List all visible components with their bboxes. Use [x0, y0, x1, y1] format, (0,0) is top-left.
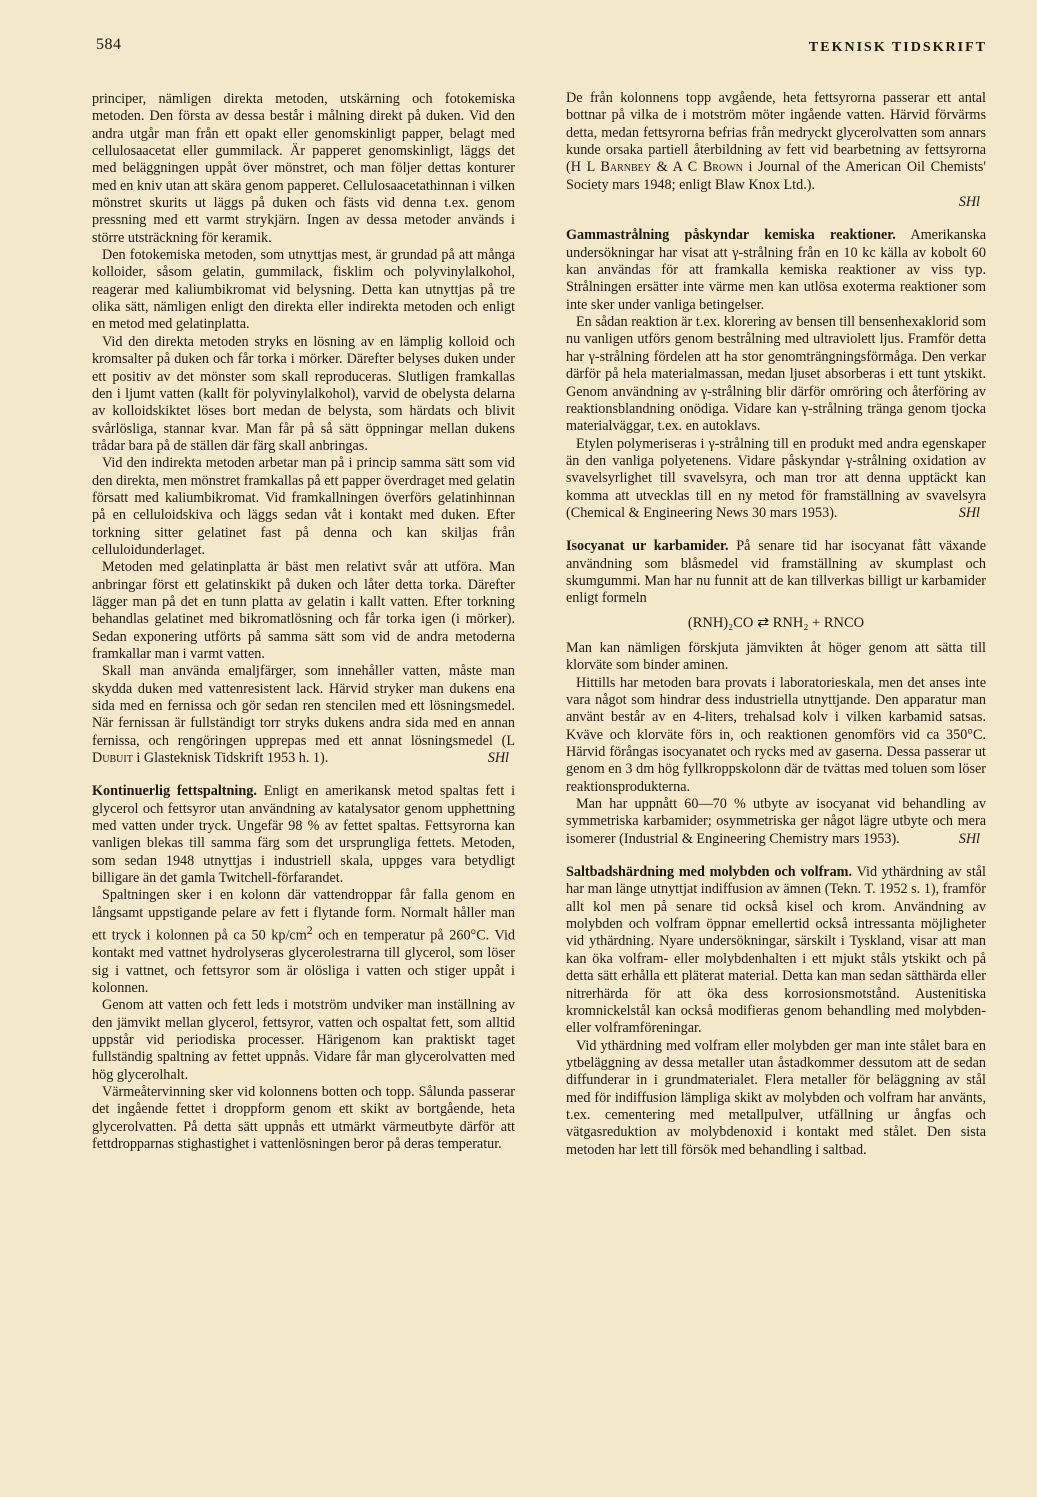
article-kontinuerlig-fettspaltning: Kontinuerlig fettspaltning. Enligt en amerikansk metod spaltas fett i glycerol och fettsyror utan användning av katalysator genom upphettning med vatten under tryck. Ungefär 98 % av fettet spaltas. Fettsyrorna kan vanligen blekas till samma färg som det ursprungliga fettets. Metoden, som sedan 1948 utnyttjas i industriell skala, uppges vara betydligt billigare än det gamla Twitchell-förfarandet. — [92, 783, 516, 887]
paragraph: Spaltningen sker i en kolonn där vattendroppar får falla genom en långsamt uppstigande pelare av fett i flytande form. Normalt håller man ett tryck i kolonnen på ca 50 $kp/cm^2$ och en temperatur på 260°C. Vid kontakt med vattnet hydrolyseras glycerolestrarna till glycerol, som löser sig i vattnet, och fettsyror som är olösliga i vatten och stiger uppåt i kolonnen. — [92, 887, 515, 996]
paragraph: Vid den direkta metoden stryks en lösning av en lämplig kolloid och kromsalter på duken och får torka i mörker. Därefter belyses duken under ett positiv av det mönster som skall reproduceras. Slutligen framkallas den i ljumt vatten (kallt för polyvinylalkohol), varvid de obelysta delarna av kolloidskiktet löses bort medan de belysta, som härdats och blivit svårlösliga, stannar kvar. Man får på så sätt öppningar mellan dukens trådar bara på de ställen där färg skall anbringas. — [92, 333, 515, 454]
article-heading: Gammastrålning påskyndar kemiska reaktioner. — [566, 227, 896, 244]
article-saltbadshardning: Saltbadshärdning med molybden och volfram. Vid ythärdning av stål har man länge utnyttjat indiffusion av ämnen (Tekn. T. 1952 s. 1), framför allt kol men på senare tid också kisel och krom. Användning av molybden och volfram öppnar emellertid också intressanta möjligheter vid ythärdning. Nyare undersökningar, särskilt i Tyskland, visar att man kan öka volfram- eller molybdenhalten i ett mjukt ståls ytskikt och på detta sätt erhålla ett pläterat material. Detta kan man sedan sätthärda eller nitrerhärda för att öka dess korrosionsmotstånd. Austenitiska kromnickelstål kan också modifieras genom behandling med molybden- eller volframföreningar. — [566, 864, 986, 1037]
paragraph: Genom att vatten och fett leds i motström undviker man inställning av den jämvikt mellan glycerol, fettsyror, vatten och ospaltat fett, som alltid uppstår vid periodiska processer. Härigenom kan praktiskt taget fullständig spaltning av fettet uppnås. Vidare får man glycerolvatten med hög glycerolhalt. — [92, 997, 515, 1083]
signature: SHl — [958, 194, 980, 211]
paragraph: Metoden med gelatinplatta är bäst men relativt svår att utföra. Man anbringar först ett gelatinskikt på duken och låter detta torka. Därefter lägger man på det en tunn platta av gelatin i kallt vatten. Efter torkning behandlas gelatinet med bikromatlösning och får torka igen (i mörker). Sedan exponering utförts på samma sätt som vid de andra metoderna framkallar man i varmt vatten. — [92, 559, 515, 662]
article-heading: Saltbadshärdning med molybden och volfram. — [566, 864, 853, 881]
article-heading: Isocyanat ur karbamider. — [566, 538, 729, 555]
paragraph: principer, nämligen direkta metoden, utskärning och fotokemiska metoden. Den första av dessa består i målning direkt på duken. Vid den andra utgår man från ett opakt eller genomskinligt papper, belagt med cellulosaacetat eller gummilack. Är papperet genomskinligt, läggs det med beläggningen uppåt över mönstret, och man följer dettas konturer med en kniv utan att skära genom papperet. Cellulosaacetathinnan i vilken mönstret skurits ut läggs på duken och fästs vid denna t.ex. genom pressning med ett varmt strykjärn. Ingen av dessa metoder används i större utsträckning för keramik. — [92, 91, 515, 246]
paragraph: En sådan reaktion är t.ex. klorering av bensen till bensenhexaklorid som nu vanligen utförs genom bestrålning med ultraviolett ljus. Framför detta har γ-strålning fördelen att ha stor genomträngningsförmåga. Den verkar därför på hela materialmassan, medan ljuset absorberas i ett tunt ytskikt. Genom användning av γ-strålning blir därför omröring och återföring av reaktionsblandning onödiga. Vidare kan γ-strålning tränga genom tjocka materialväggar, t.ex. en autoklavs. — [566, 314, 986, 435]
chemical-formula: (RNH)₂CO ⇄ RNH₂ + RNCO — [687, 614, 865, 631]
paragraph: Vid ythärdning med volfram eller molybden ger man inte stålet bara en ytbeläggning av dessa metaller utan åstadkommer dessutom att de sedan diffunderar in i grundmaterialet. Flera metaller för beläggning av stål med för indiffusion lämpliga skikt av molybden och volfram har använts, t.ex. cementering med metallpulver, utfällning ur ångfas och vätgasreduktion av molybdenoxid i kontakt med stålet. Den sista metoden har lett till försök med behandling i saltbad. — [566, 1037, 986, 1158]
author-name: Dubuit — [92, 750, 133, 767]
paragraph: Etylen polymeriseras i γ-strålning till en produkt med andra egenskaper än den vanliga polyetenens. Vidare påskyndar γ-strålning oxidation av svavelsyrlighet till svavelsyra, och man tror att denna upptäckt kan komma att utvecklas till en ny metod för framställning av svavelsyra (Chemical & Engineering News 30 mars 1953). SHl — [566, 435, 986, 521]
author-name: Barnbey — [600, 159, 652, 176]
author-name: Brown — [702, 159, 743, 176]
paragraph: Man kan nämligen förskjuta jämvikten åt höger genom att sätta till klorväte som binder aminen. — [566, 639, 986, 674]
signature: SHl — [487, 750, 509, 767]
signature: SHl — [958, 830, 980, 847]
paragraph: De från kolonnens topp avgående, heta fettsyrorna passerar ett antal bottnar på vilka de i motström möter ingående vatten. Härvid förvärms detta, medan fettsyrorna befrias från medryckt glycerolvatten som annars kunde orsaka partiell återbildning av fett vid bearbetning av fettsyrorna (H L Barnbey & A C Brown i Journal of the American Oil Chemists' Society mars 1948; enligt Blaw Knox Ltd.). — [566, 90, 986, 193]
article-isocyanat: Isocyanat ur karbamider. På senare tid har isocyanat fått växande användning som blåsmedel vid framställning av skumplast och skumgummi. Man har nu funnit att de kan tillverkas billigt ur karbamider enligt formeln — [566, 538, 987, 607]
article-gammastralning: Gammastrålning påskyndar kemiska reaktioner. Amerikanska undersökningar har visat att γ-strålning från en 10 kc källa av kobolt 60 kan användas för att framkalla kemiska reaktioner av viss typ. Strålningen ersätter inte värme men kan utlösa exoterma reaktioner som inte sker under vanliga betingelser. — [566, 227, 987, 313]
left-column — [92, 91, 515, 1153]
page-number: 584 — [96, 36, 122, 53]
paragraph: Värmeåtervinning sker vid kolonnens botten och topp. Sålunda passerar det ingående fettet i droppform genom ett skikt av bortgående, heta glycerolvatten. På detta sätt uppnås ett utmärkt värmeutbyte därför att fettdropparnas stighastighet i vattenlösningen beror på deras temperatur. — [92, 1083, 515, 1153]
journal-title: TEKNISK TIDSKRIFT — [808, 40, 987, 55]
paragraph: Den fotokemiska metoden, som utnyttjas mest, är grundad på att många kolloider, såsom gelatin, gummilack, fisklim och polyvinylalkohol, reagerar med kaliumbikromat vid belysning. Detta kan utnyttjas på tre olika sätt, nämligen enligt den direkta eller indirekta metoden och enligt en metod med gelatinplatta. — [92, 247, 515, 333]
paragraph: Hittills har metoden bara provats i laboratorieskala, men det anses inte vara något som hindrar dess industriella utnyttjande. Den apparatur man använt består av en 4-liters, trehalsad kolv i vilken karbamid satsas. Kväve och klorväte förs in, och reaktionen genomförs vid ca 350°C. Härvid förångas isocyanatet och rycks med av gaserna. Dessa passerar ut genom en 3 dm hög fyllkroppskolonn där de tvättas med toluen som löser reaktionsprodukterna. — [566, 674, 986, 795]
signature: SHl — [958, 504, 980, 521]
paragraph: Vid den indirekta metoden arbetar man på i princip samma sätt som vid den direkta, men mönstret framkallas på ett papper överdraget med gelatin försatt med kaliumbikromat. Vid framkallningen överförs gelatinhinnan på en celluloidskiva och läggs sedan våt i kontakt med duken. Efter torkning sitter gelatinet fast på denna och kan skiljas från celluloidunderlaget. — [92, 455, 515, 558]
paragraph: Man har uppnått 60—70 % utbyte av isocyanat vid behandling av symmetriska karbamider; osymmetriska ger något lägre utbyte och mera isomerer (Industrial & Engineering Chemistry mars 1953). SHl — [566, 796, 986, 847]
right-column — [566, 90, 986, 1159]
paragraph: Skall man använda emaljfärger, som innehåller vatten, måste man skydda duken med vattenresistent lack. Härvid stryker man dukens ena sida med en fernissa och gör sedan ren stencilen med ett lösningsmedel. När fernissan är fullständigt torr stryks dukens andra sida med en annan fernissa, och rengöringen upprepas med ett annat lösningsmedel (L Dubuit i Glasteknisk Tidskrift 1953 h. 1). SHl — [92, 663, 515, 767]
article-heading: Kontinuerlig fettspaltning. — [92, 783, 257, 800]
